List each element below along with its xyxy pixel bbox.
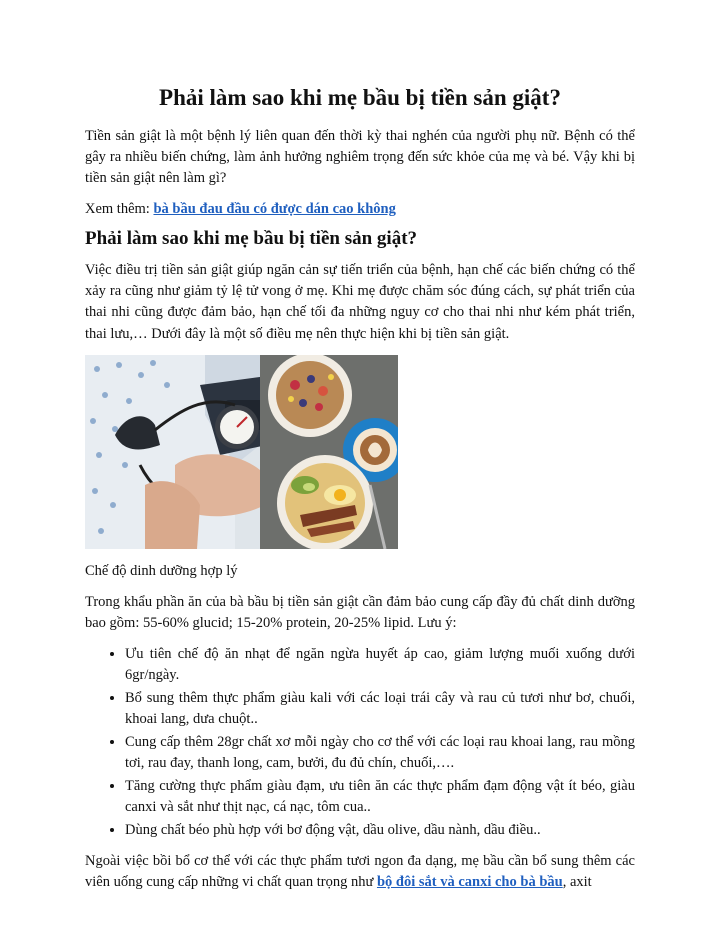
iron-calcium-link[interactable]: bộ đôi sắt và canxi cho bà bầu <box>376 873 563 890</box>
closing-text: Ngoài việc bồi bổ cơ thể với các thực phẩm tươi ngon đa dạng, mẹ bầu cần bổ sung thêm các viên uống cung cấp những vi chất quan trọng như <box>85 852 635 890</box>
document-content <box>85 84 635 903</box>
intro-paragraph: Tiền sản giật là một bệnh lý liên quan đến thời kỳ thai nghén của người phụ nữ. Bệnh có thể gây ra nhiều biến chứng, làm ảnh hưởng nghiêm trọng đến sức khỏe của mẹ và bé. Vậy khi bị tiền sản giật nên làm gì? <box>85 127 635 186</box>
closing-paragraph <box>85 851 635 893</box>
nutrition-paragraph: Trong khẩu phần ăn của bà bầu bị tiền sản giật cần đảm bảo cung cấp đầy đủ chất dinh dưỡng bao gồm: 55-60% glucid; 15-20% protein, 20-25% lipid. Lưu ý: <box>85 593 635 631</box>
list-item: • Dùng chất béo phù hợp với bơ động vật, dầu olive, dầu nành, dầu điều.. <box>125 820 635 841</box>
list-item: • Ưu tiên chế độ ăn nhạt để ngăn ngừa huyết áp cao, giảm lượng muối xuống dưới 6gr/ngày. <box>125 644 635 686</box>
section-paragraph: Việc điều trị tiền sản giật giúp ngăn cản sự tiến triển của bệnh, hạn chế các biến chứng có thể xảy ra cũng như giảm tỷ lệ tử vong ở mẹ. Khi mẹ được chăm sóc đúng cách, sự phát triển của thai nhi cũng được đảm bảo, hạn chế tối đa những nguy cơ cho thai nhi như kém phát triển, thai lưu,… Dưới đây là một số điều mẹ nên thực hiện khi bị tiền sản giật. <box>85 262 635 342</box>
see-more-line <box>85 199 635 220</box>
page-title: Phải làm sao khi mẹ bầu bị tiền sản giật? <box>159 85 561 110</box>
see-more-prefix: Xem thêm: <box>85 200 154 217</box>
closing-tail: , axit <box>562 873 592 890</box>
section-heading: Phải làm sao khi mẹ bầu bị tiền sản giật? <box>85 227 418 249</box>
list-item: • Tăng cường thực phẩm giàu đạm, ưu tiên ăn các thực phẩm đạm động vật ít béo, giàu canxi và sắt như thịt nạc, cá nạc, tôm cua.. <box>125 776 635 818</box>
see-more-link[interactable]: bà bầu đau đầu có được dán cao không <box>153 200 396 217</box>
image-caption: Chế độ dinh dưỡng hợp lý <box>85 562 238 579</box>
list-item: • Bổ sung thêm thực phẩm giàu kali với các loại trái cây và rau củ tươi như bơ, chuối, khoai lang, dưa chuột.. <box>125 688 635 730</box>
nutrition-list <box>85 644 635 841</box>
list-item: • Cung cấp thêm 28gr chất xơ mỗi ngày cho cơ thể với các loại rau khoai lang, rau mồng tơi, rau đay, thanh long, cam, bưởi, đu đủ chín, chuối,…. <box>125 732 635 774</box>
blood-pressure-and-food-photo <box>85 355 398 549</box>
